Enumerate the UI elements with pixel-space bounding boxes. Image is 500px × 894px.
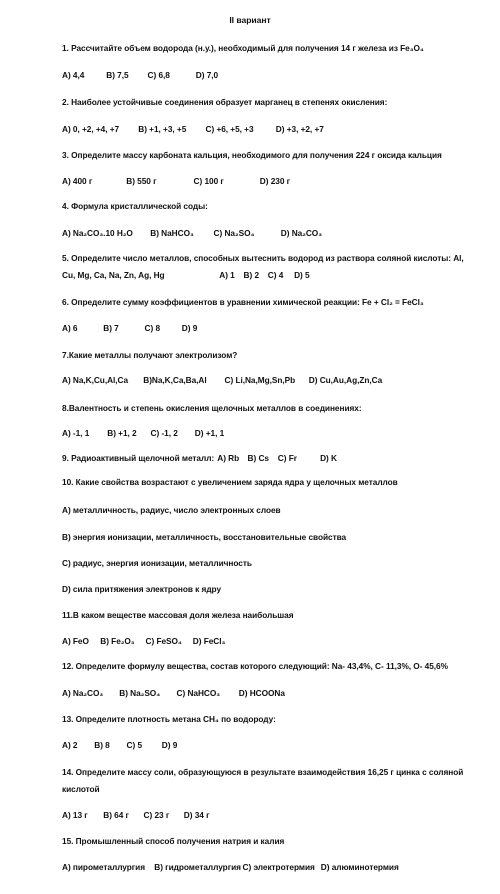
q7-option-c[interactable]: C) Li,Na,Mg,Sn,Pb	[224, 375, 296, 385]
q5-option-b[interactable]: B) 2	[243, 270, 260, 280]
q1-option-d[interactable]: D) 7,0	[195, 70, 219, 80]
q2-option-d[interactable]: D) +3, +2, +7	[275, 124, 324, 134]
question-9-text	[62, 453, 337, 463]
question-6-options	[62, 323, 197, 333]
q7-option-b[interactable]: B)Na,K,Ca,Ba,Al	[143, 375, 207, 385]
q10-option-c[interactable]: C) радиус, энергия ионизации, металличность	[62, 558, 252, 568]
q9-option-a[interactable]: A) Rb	[217, 453, 240, 463]
q13-option-a[interactable]: A) 2	[62, 740, 78, 750]
q6-option-a[interactable]: A) 6	[62, 323, 78, 333]
q14-option-b[interactable]: B) 64 г	[103, 810, 129, 820]
q11-option-b[interactable]: B) Fe₂O₃	[100, 636, 135, 646]
q10-option-d[interactable]: D) сила притяжения электронов к ядру	[62, 584, 222, 594]
q14-option-a[interactable]: A) 13 г	[62, 810, 88, 820]
question-7-text: 7.Какие металлы получают электролизом?	[62, 350, 238, 360]
q2-option-b[interactable]: B) +1, +3, +5	[138, 124, 187, 134]
question-2-text: 2. Наиболее устойчивые соединения образует марганец в степенях окисления:	[62, 97, 388, 107]
q9-option-b[interactable]: B) Cs	[247, 453, 269, 463]
q3-option-a[interactable]: A) 400 г	[62, 176, 93, 186]
question-5-metals: Cu, Mg, Ca, Na, Zn, Ag, Hg	[62, 270, 165, 280]
q13-option-b[interactable]: B) 8	[94, 740, 110, 750]
q6-option-b[interactable]: B) 7	[103, 323, 119, 333]
q2-option-a[interactable]: A) 0, +2, +4, +7	[62, 124, 120, 134]
q4-option-b[interactable]: B) NaHCO₃	[150, 228, 194, 238]
question-3-options	[62, 176, 290, 186]
question-7-options	[62, 375, 382, 385]
question-4-options	[62, 228, 322, 238]
q3-option-d[interactable]: D) 230 г	[259, 176, 291, 186]
q6-option-d[interactable]: D) 9	[181, 323, 198, 333]
q9-option-c[interactable]: C) Fr	[277, 453, 297, 463]
question-10-text: 10. Какие свойства возрастают с увеличением заряда ядра у щелочных металлов	[62, 477, 398, 487]
q3-option-b[interactable]: B) 550 г	[126, 176, 157, 186]
question-13-text: 13. Определите плотность метана CH₄ по водороду:	[62, 714, 276, 724]
question-3-text: 3. Определите массу карбоната кальция, необходимого для получения 224 г оксида кальция	[62, 150, 442, 160]
q12-option-c[interactable]: C) NaHCO₃	[176, 688, 221, 698]
q5-option-d[interactable]: D) 5	[294, 270, 310, 280]
question-14-text-line2: кислотой	[62, 784, 100, 794]
q6-option-c[interactable]: C) 8	[144, 323, 161, 333]
q7-option-a[interactable]: A) Na,K,Cu,Al,Ca	[62, 375, 129, 385]
q1-option-b[interactable]: B) 7,5	[106, 70, 129, 80]
q11-option-a[interactable]: A) FeO	[62, 636, 89, 646]
question-14-options	[62, 810, 210, 820]
q7-option-d[interactable]: D) Cu,Au,Ag,Zn,Ca	[308, 375, 383, 385]
q5-option-a[interactable]: A) 1	[219, 270, 235, 280]
question-9-prompt: 9. Радиоактивный щелочной металл:	[62, 453, 215, 463]
q10-option-b[interactable]: B) энергия ионизации, металличность, восстановительные свойства	[62, 532, 347, 542]
q15-option-c[interactable]: C) электротермия	[242, 862, 315, 872]
q13-option-d[interactable]: D) 9	[161, 740, 178, 750]
q8-option-c[interactable]: C) -1, 2	[150, 428, 178, 438]
q11-option-c[interactable]: C) FeSO₄	[145, 636, 182, 646]
q13-option-c[interactable]: C) 5	[126, 740, 143, 750]
q12-option-d[interactable]: D) HCOONa	[238, 688, 285, 698]
page-title: II вариант	[229, 15, 271, 25]
q1-option-a[interactable]: A) 4,4	[62, 70, 85, 80]
question-8-options	[62, 428, 224, 438]
question-2-options	[62, 124, 324, 134]
question-15-options	[62, 862, 399, 872]
q14-option-c[interactable]: C) 23 г	[143, 810, 170, 820]
question-13-options	[62, 740, 177, 750]
question-6-text: 6. Определите сумму коэффициентов в уравнении химической реакции: Fe + Cl₂ = FeCl₃	[62, 297, 424, 307]
q1-option-c[interactable]: C) 6,8	[147, 70, 170, 80]
q4-option-c[interactable]: C) Na₂SO₄	[213, 228, 255, 238]
q3-option-c[interactable]: C) 100 г	[193, 176, 224, 186]
question-4-text: 4. Формула кристаллической соды:	[62, 201, 208, 211]
question-15-text: 15. Промышленный способ получения натрия и калия	[62, 836, 285, 846]
q14-option-d[interactable]: D) 34 г	[183, 810, 210, 820]
q15-option-d[interactable]: D) алюминотермия	[320, 862, 399, 872]
question-11-options	[62, 636, 225, 646]
q5-option-c[interactable]: C) 4	[267, 270, 284, 280]
q8-option-b[interactable]: B) +1, 2	[107, 428, 137, 438]
q12-option-a[interactable]: A) Na₂CO₃	[62, 688, 104, 698]
q12-option-b[interactable]: B) Na₂SO₄	[119, 688, 161, 698]
question-1-text: 1. Рассчитайте объем водорода (н.у.), необходимый для получения 14 г железа из Fe₃O₄	[62, 43, 424, 53]
q8-option-a[interactable]: A) -1, 1	[62, 428, 90, 438]
question-14-text: 14. Определите массу соли, образующуюся в результате взаимодействия 16,25 г цинка с соляной	[62, 767, 464, 777]
q15-option-a[interactable]: A) пирометаллургия	[62, 862, 146, 872]
q10-option-a[interactable]: A) металличность, радиус, число электронных слоев	[62, 505, 281, 515]
q4-option-d[interactable]: D) Na₂CO₃	[280, 228, 322, 238]
question-5-text: 5. Определите число металлов, способных вытеснить водород из раствора соляной кислоты: Al,	[62, 253, 464, 263]
q11-option-d[interactable]: D) FeCl₃	[192, 636, 226, 646]
q15-option-b[interactable]: B) гидрометаллургия	[154, 862, 241, 872]
q2-option-c[interactable]: C) +6, +5, +3	[205, 124, 254, 134]
question-5-text-line2	[62, 270, 310, 280]
question-11-text: 11.В каком веществе массовая доля железа наибольшая	[62, 610, 294, 620]
question-8-text: 8.Валентность и степень окисления щелочных металлов в соединениях:	[62, 403, 362, 413]
q8-option-d[interactable]: D) +1, 1	[194, 428, 225, 438]
question-12-options	[62, 688, 285, 698]
question-1-options	[62, 70, 218, 80]
q9-option-d[interactable]: D) K	[320, 453, 337, 463]
question-12-text: 12. Определите формулу вещества, состав которого следующий: Na- 43,4%, C- 11,3%, O- 45,6%	[62, 661, 448, 671]
q4-option-a[interactable]: A) Na₂CO₃.10 H₂O	[62, 228, 133, 238]
